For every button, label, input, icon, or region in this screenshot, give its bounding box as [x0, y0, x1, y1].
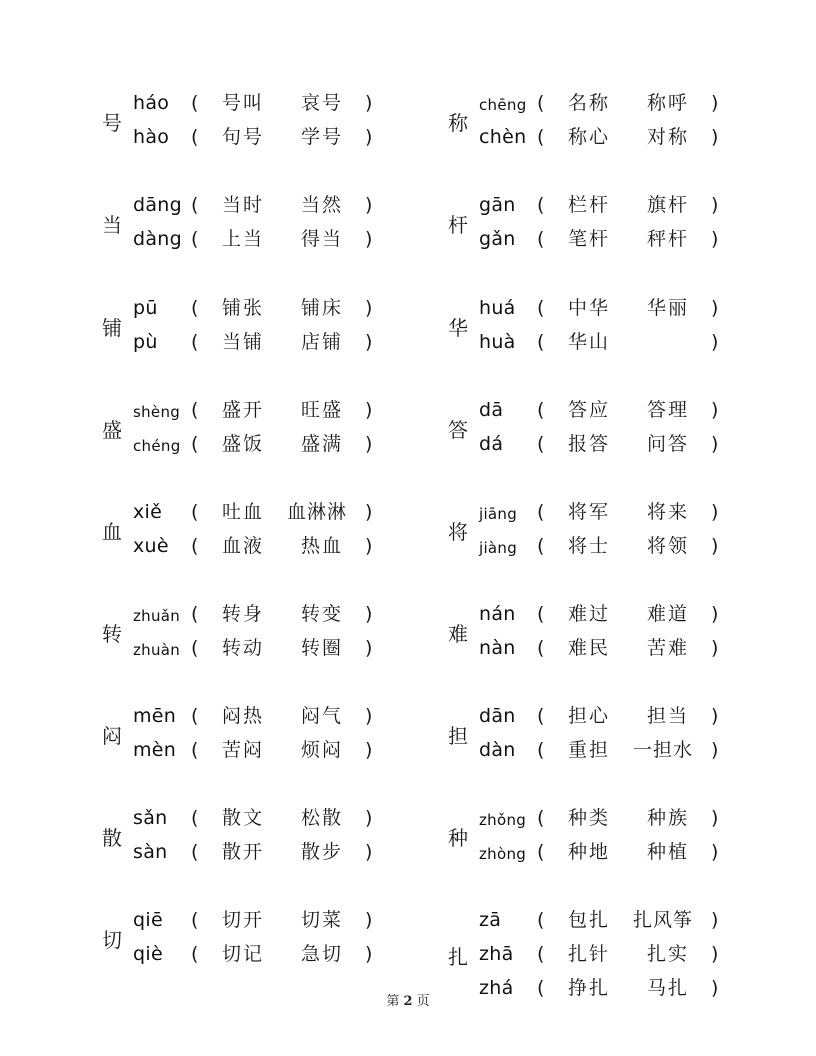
example-word-2: 种族 — [647, 807, 690, 829]
reading-row — [98, 533, 418, 559]
reading-row — [444, 703, 764, 729]
example-word-1: 名称 — [568, 92, 611, 114]
example-word-2: 切菜 — [301, 909, 344, 931]
example-word-1: 称心 — [568, 126, 611, 148]
open-paren: ( — [537, 331, 545, 353]
reading-row — [444, 941, 764, 967]
open-paren: ( — [537, 739, 545, 761]
open-paren: ( — [537, 977, 545, 999]
close-paren: ) — [711, 92, 719, 114]
reading-row — [444, 907, 764, 933]
reading-row — [98, 737, 418, 763]
headword-character: 答 — [448, 418, 468, 442]
pinyin: zhá — [479, 977, 514, 999]
example-word-1: 当铺 — [222, 331, 265, 353]
reading-row — [444, 805, 764, 831]
example-word-1: 华山 — [568, 331, 611, 353]
pinyin: nàn — [479, 637, 516, 659]
headword-character: 血 — [102, 520, 122, 544]
close-paren: ) — [711, 228, 719, 250]
close-paren: ) — [365, 501, 373, 523]
pinyin: xiě — [133, 501, 163, 523]
headword-character: 闷 — [102, 724, 122, 748]
example-word-2: 得当 — [301, 228, 344, 250]
reading-row — [98, 839, 418, 865]
example-word-2: 散步 — [301, 841, 344, 863]
example-word-1: 转动 — [222, 637, 265, 659]
example-word-2: 学号 — [301, 126, 344, 148]
open-paren: ( — [191, 739, 199, 761]
example-word-1: 铺张 — [222, 297, 265, 319]
example-word-1: 栏杆 — [568, 194, 611, 216]
example-word-2: 当然 — [301, 194, 344, 216]
close-paren: ) — [365, 194, 373, 216]
reading-row — [98, 941, 418, 967]
close-paren: ) — [711, 603, 719, 625]
reading-row — [98, 295, 418, 321]
close-paren: ) — [711, 297, 719, 319]
example-word-2: 难道 — [647, 603, 690, 625]
close-paren: ) — [365, 909, 373, 931]
example-word-2: 华丽 — [647, 297, 690, 319]
reading-row — [98, 90, 418, 116]
pinyin: pū — [133, 297, 158, 319]
pinyin: dān — [479, 705, 516, 727]
reading-row — [444, 499, 764, 525]
example-word-2: 秤杆 — [647, 228, 690, 250]
close-paren: ) — [711, 977, 719, 999]
example-word-1: 扎针 — [568, 943, 611, 965]
headword-character: 将 — [448, 520, 468, 544]
headword-character: 号 — [102, 111, 122, 135]
headword-character: 华 — [448, 316, 468, 340]
example-word-1: 报答 — [568, 433, 611, 455]
close-paren: ) — [711, 194, 719, 216]
pinyin: jiāng — [479, 505, 518, 523]
example-word-1: 号叫 — [222, 92, 265, 114]
example-word-2: 盛满 — [301, 433, 344, 455]
pinyin: huá — [479, 297, 516, 319]
example-word-1: 包扎 — [568, 909, 611, 931]
reading-row — [444, 601, 764, 627]
example-word-2: 急切 — [301, 943, 344, 965]
reading-row — [98, 907, 418, 933]
pinyin: mèn — [133, 739, 177, 761]
pinyin: dāng — [133, 194, 183, 216]
open-paren: ( — [537, 433, 545, 455]
example-word-1: 挣扎 — [568, 977, 611, 999]
reading-row — [98, 192, 418, 218]
example-word-1: 担心 — [568, 705, 611, 727]
open-paren: ( — [537, 501, 545, 523]
example-word-2: 店铺 — [301, 331, 344, 353]
pinyin: shèng — [133, 403, 181, 421]
close-paren: ) — [365, 603, 373, 625]
close-paren: ) — [365, 705, 373, 727]
open-paren: ( — [191, 501, 199, 523]
pinyin: sàn — [133, 841, 168, 863]
open-paren: ( — [537, 603, 545, 625]
open-paren: ( — [191, 297, 199, 319]
example-word-2: 闷气 — [301, 705, 344, 727]
headword-character: 切 — [102, 928, 122, 952]
pinyin: zhuǎn — [133, 607, 181, 625]
example-word-1: 转身 — [222, 603, 265, 625]
headword-character: 种 — [448, 826, 468, 850]
close-paren: ) — [711, 909, 719, 931]
example-word-2: 血淋淋 — [287, 501, 348, 523]
example-word-2: 转变 — [301, 603, 344, 625]
close-paren: ) — [365, 297, 373, 319]
close-paren: ) — [711, 637, 719, 659]
headword-character: 杆 — [448, 213, 468, 237]
page-number-value: 2 — [403, 994, 413, 1009]
close-paren: ) — [711, 841, 719, 863]
example-word-2: 苦难 — [647, 637, 690, 659]
pinyin: zhòng — [479, 845, 527, 863]
open-paren: ( — [537, 841, 545, 863]
open-paren: ( — [537, 399, 545, 421]
headword-character: 扎 — [448, 945, 468, 969]
open-paren: ( — [537, 297, 545, 319]
pinyin: jiàng — [479, 539, 518, 557]
example-word-2: 将领 — [647, 535, 690, 557]
close-paren: ) — [365, 535, 373, 557]
page-number-suffix: 页 — [416, 994, 430, 1009]
close-paren: ) — [365, 841, 373, 863]
pinyin: xuè — [133, 535, 169, 557]
reading-row — [444, 533, 764, 559]
close-paren: ) — [365, 92, 373, 114]
open-paren: ( — [537, 126, 545, 148]
example-word-1: 中华 — [568, 297, 611, 319]
headword-character: 散 — [102, 826, 122, 850]
close-paren: ) — [711, 807, 719, 829]
example-word-1: 重担 — [568, 739, 611, 761]
pinyin: dàng — [133, 228, 183, 250]
example-word-1: 切开 — [222, 909, 265, 931]
example-word-2: 哀号 — [301, 92, 344, 114]
example-word-2: 松散 — [301, 807, 344, 829]
reading-row — [98, 124, 418, 150]
headword-character: 担 — [448, 724, 468, 748]
reading-row — [444, 124, 764, 150]
example-word-2: 旗杆 — [647, 194, 690, 216]
close-paren: ) — [365, 433, 373, 455]
close-paren: ) — [365, 331, 373, 353]
close-paren: ) — [365, 943, 373, 965]
example-word-1: 种类 — [568, 807, 611, 829]
reading-row — [444, 329, 764, 355]
close-paren: ) — [365, 637, 373, 659]
open-paren: ( — [191, 92, 199, 114]
open-paren: ( — [191, 126, 199, 148]
example-word-2: 称呼 — [647, 92, 690, 114]
headword-character: 当 — [102, 213, 122, 237]
headword-character: 转 — [102, 622, 122, 646]
reading-row — [98, 635, 418, 661]
example-word-2: 铺床 — [301, 297, 344, 319]
example-word-1: 盛饭 — [222, 433, 265, 455]
reading-row — [98, 703, 418, 729]
close-paren: ) — [365, 807, 373, 829]
example-word-2: 担当 — [647, 705, 690, 727]
reading-row — [98, 397, 418, 423]
pinyin: chèn — [479, 126, 527, 148]
example-word-2: 问答 — [647, 433, 690, 455]
example-word-1: 句号 — [222, 126, 265, 148]
reading-row — [444, 192, 764, 218]
headword-character: 难 — [448, 622, 468, 646]
reading-row — [444, 635, 764, 661]
pinyin: qiè — [133, 943, 163, 965]
example-word-2: 对称 — [647, 126, 690, 148]
close-paren: ) — [711, 126, 719, 148]
close-paren: ) — [711, 331, 719, 353]
example-word-1: 难过 — [568, 603, 611, 625]
open-paren: ( — [191, 705, 199, 727]
example-word-1: 盛开 — [222, 399, 265, 421]
reading-row — [98, 329, 418, 355]
open-paren: ( — [191, 637, 199, 659]
example-word-1: 种地 — [568, 841, 611, 863]
pinyin: zā — [479, 909, 502, 931]
pinyin: mēn — [133, 705, 177, 727]
example-word-2: 烦闷 — [301, 739, 344, 761]
pinyin: dá — [479, 433, 504, 455]
example-word-2: 将来 — [647, 501, 690, 523]
reading-row — [444, 737, 764, 763]
open-paren: ( — [191, 807, 199, 829]
pinyin: sǎn — [133, 807, 168, 829]
example-word-1: 血液 — [222, 535, 265, 557]
open-paren: ( — [537, 637, 545, 659]
example-word-1: 上当 — [222, 228, 265, 250]
pinyin: pù — [133, 331, 158, 353]
pinyin: huà — [479, 331, 516, 353]
open-paren: ( — [537, 705, 545, 727]
example-word-1: 将士 — [568, 535, 611, 557]
reading-row — [98, 431, 418, 457]
pinyin: dàn — [479, 739, 516, 761]
open-paren: ( — [191, 228, 199, 250]
example-word-1: 笔杆 — [568, 228, 611, 250]
open-paren: ( — [537, 194, 545, 216]
close-paren: ) — [365, 739, 373, 761]
open-paren: ( — [537, 943, 545, 965]
example-word-2: 热血 — [301, 535, 344, 557]
reading-row — [444, 839, 764, 865]
pinyin: nán — [479, 603, 516, 625]
reading-row — [444, 295, 764, 321]
open-paren: ( — [191, 194, 199, 216]
example-word-2: 转圈 — [301, 637, 344, 659]
pinyin: chéng — [133, 437, 181, 455]
reading-row — [98, 499, 418, 525]
pinyin: zhuàn — [133, 641, 181, 659]
pinyin: dā — [479, 399, 504, 421]
pinyin: gǎn — [479, 228, 516, 250]
open-paren: ( — [537, 228, 545, 250]
open-paren: ( — [191, 909, 199, 931]
reading-row — [98, 601, 418, 627]
open-paren: ( — [191, 841, 199, 863]
close-paren: ) — [711, 739, 719, 761]
close-paren: ) — [711, 943, 719, 965]
example-word-1: 当时 — [222, 194, 265, 216]
page-number-prefix: 第 — [386, 994, 400, 1009]
pinyin: hào — [133, 126, 170, 148]
example-word-1: 苦闷 — [222, 739, 265, 761]
example-word-2: 旺盛 — [301, 399, 344, 421]
reading-row — [98, 805, 418, 831]
pinyin: chēng — [479, 96, 527, 114]
open-paren: ( — [537, 92, 545, 114]
close-paren: ) — [711, 535, 719, 557]
open-paren: ( — [537, 807, 545, 829]
open-paren: ( — [537, 909, 545, 931]
example-word-1: 吐血 — [222, 501, 265, 523]
example-word-1: 闷热 — [222, 705, 265, 727]
example-word-1: 难民 — [568, 637, 611, 659]
example-word-2: 扎风筝 — [633, 909, 694, 931]
example-word-2: 种植 — [647, 841, 690, 863]
example-word-1: 将军 — [568, 501, 611, 523]
reading-row — [444, 226, 764, 252]
example-word-2: 马扎 — [647, 977, 690, 999]
open-paren: ( — [191, 603, 199, 625]
open-paren: ( — [191, 535, 199, 557]
pinyin: gān — [479, 194, 516, 216]
reading-row — [98, 226, 418, 252]
example-word-1: 切记 — [222, 943, 265, 965]
example-word-2: 答理 — [647, 399, 690, 421]
example-word-1: 散文 — [222, 807, 265, 829]
open-paren: ( — [537, 535, 545, 557]
headword-character: 盛 — [102, 418, 122, 442]
headword-character: 铺 — [102, 316, 122, 340]
example-word-1: 答应 — [568, 399, 611, 421]
reading-row — [444, 397, 764, 423]
reading-row — [444, 90, 764, 116]
close-paren: ) — [365, 126, 373, 148]
close-paren: ) — [711, 705, 719, 727]
close-paren: ) — [711, 399, 719, 421]
open-paren: ( — [191, 433, 199, 455]
close-paren: ) — [711, 433, 719, 455]
close-paren: ) — [365, 228, 373, 250]
headword-character: 称 — [448, 111, 468, 135]
open-paren: ( — [191, 943, 199, 965]
open-paren: ( — [191, 399, 199, 421]
example-word-2: 扎实 — [647, 943, 690, 965]
pinyin: zhā — [479, 943, 514, 965]
reading-row — [444, 431, 764, 457]
example-word-2: 一担水 — [633, 739, 694, 761]
open-paren: ( — [191, 331, 199, 353]
pinyin: háo — [133, 92, 170, 114]
pinyin: zhǒng — [479, 811, 527, 829]
page-number — [0, 990, 816, 1009]
close-paren: ) — [711, 501, 719, 523]
example-word-1: 散开 — [222, 841, 265, 863]
pinyin: qiē — [133, 909, 163, 931]
close-paren: ) — [365, 399, 373, 421]
